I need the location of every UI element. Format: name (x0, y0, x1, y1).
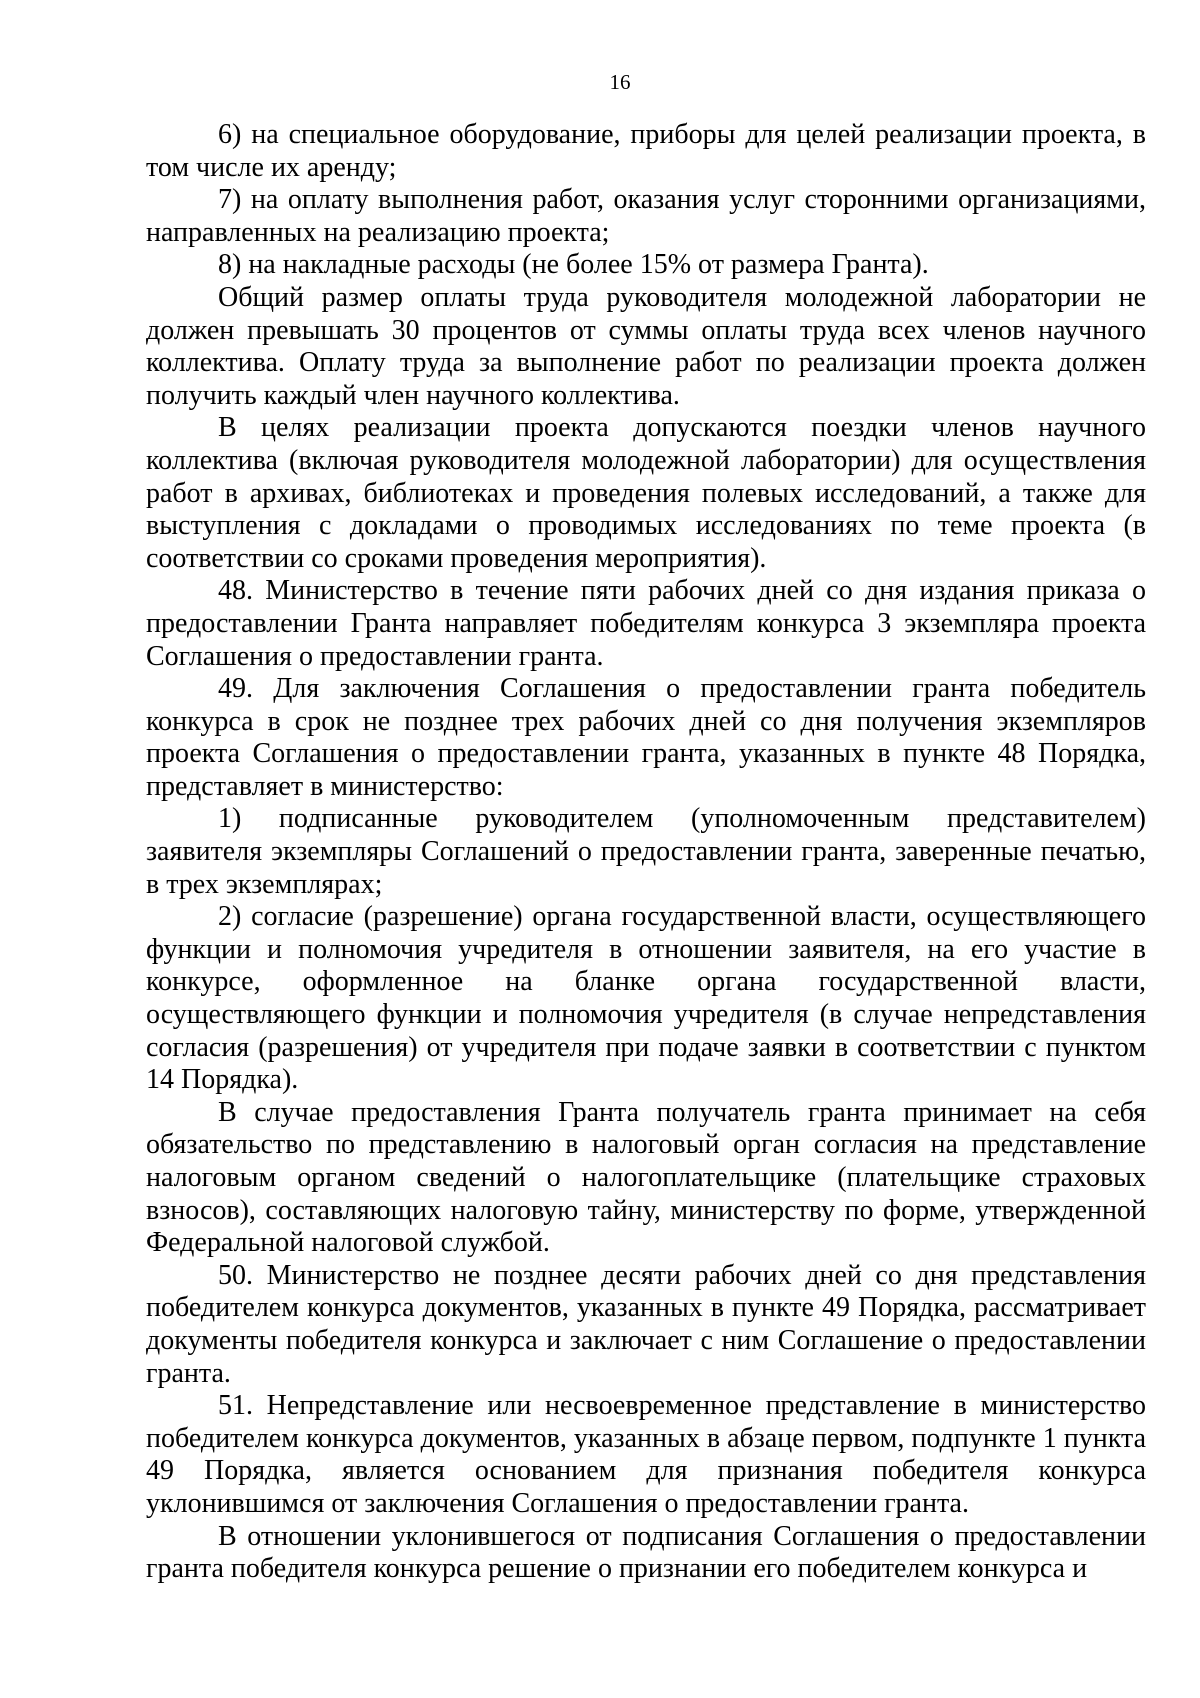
paragraph-trips: В целях реализации проекта допускаются поездки членов научного коллектива (включая руководителя молодежной лаборатории) для осуществления работ в архивах, библиотеках и проведения полевых исследований, а также для выступления с докладами о проводимых исследованиях по теме проекта (в соответствии со сроками проведения мероприятия). (146, 412, 1146, 574)
paragraph-salary-limit: Общий размер оплаты труда руководителя молодежной лаборатории не должен превышать 30 процентов от суммы оплаты труда всех членов научного коллектива. Оплату труда за выполнение работ по реализации проекта должен получить каждый член научного коллектива. (146, 281, 1146, 411)
paragraph-tax-consent: В случае предоставления Гранта получатель гранта принимает на себя обязательство по представлению в налоговый орган согласия на представление налоговым органом сведений о налогоплательщике (плательщике страховых взносов), составляющих налоговую тайну, министерству по форме, утвержденной Федеральной налоговой службой. (146, 1096, 1146, 1259)
paragraph-evasion: В отношении уклонившегося от подписания Соглашения о предоставлении гранта победителя конкурса решение о признании его победителем конкурса и (146, 1520, 1146, 1585)
paragraph-clause-49: 49. Для заключения Соглашения о предоставлении гранта победитель конкурса в срок не позднее трех рабочих дней со дня получения экземпляров проекта Соглашения о предоставлении гранта, указанных в пункте 48 Порядка, представляет в министерство: (146, 673, 1146, 802)
paragraph-clause-49-item-1: 1) подписанные руководителем (уполномоченным представителем) заявителя экземпляры Соглашений о предоставлении гранта, заверенные печатью, в трех экземплярах; (146, 803, 1146, 900)
paragraph-clause-51: 51. Непредставление или несвоевременное представление в министерство победителем конкурса документов, указанных в абзаце первом, подпункте 1 пункта 49 Порядка, является основанием для признания победителя конкурса уклонившимся от заключения Соглашения о предоставлении гранта. (146, 1390, 1146, 1519)
document-body (146, 119, 1146, 1586)
paragraph-clause-49-item-2: 2) согласие (разрешение) органа государственной власти, осуществляющего функции и полномочия учредителя в отношении заявителя, на его участие в конкурсе, оформленное на бланке органа государственной власти, осуществляющего функции и полномочия учредителя (в случае непредставления согласия (разрешения) от учредителя при подаче заявки в соответствии с пунктом 14 Порядка). (146, 901, 1146, 1096)
page-number: 16 (609, 70, 631, 94)
paragraph-clause-50: 50. Министерство не позднее десяти рабочих дней со дня представления победителем конкурса документов, указанных в пункте 49 Порядка, рассматривает документы победителя конкурса и заключает с ним Соглашение о предоставлении гранта. (146, 1259, 1146, 1389)
paragraph-item-8: 8) на накладные расходы (не более 15% от размера Гранта). (218, 249, 929, 281)
paragraph-item-7: 7) на оплату выполнения работ, оказания услуг сторонними организациями, направленных на реализацию проекта; (146, 184, 1146, 248)
paragraph-item-6: 6) на специальное оборудование, приборы для целей реализации проекта, в том числе их аренду; (146, 119, 1146, 183)
paragraph-clause-48: 48. Министерство в течение пяти рабочих дней со дня издания приказа о предоставлении Гранта направляет победителям конкурса 3 экземпляра проекта Соглашения о предоставлении гранта. (146, 575, 1146, 672)
